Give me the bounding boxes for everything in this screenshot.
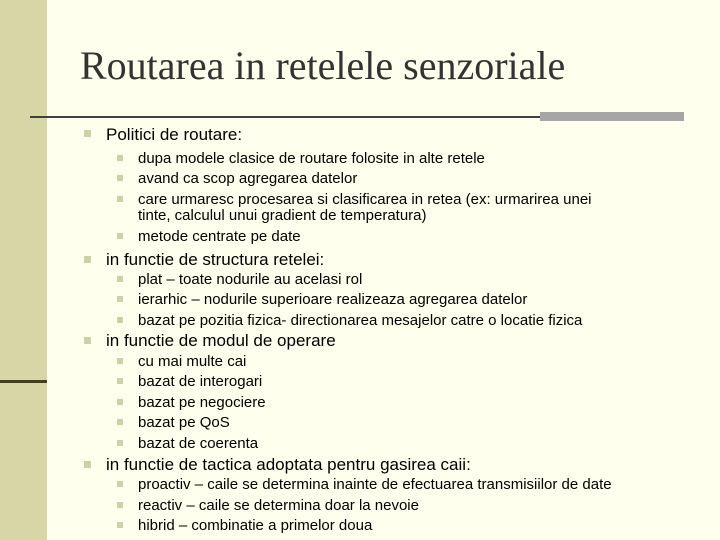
left-decorative-band bbox=[0, 0, 47, 540]
item-bullet-icon bbox=[117, 317, 123, 323]
item-bullet-icon bbox=[117, 296, 123, 302]
list-item: bazat pe QoS bbox=[138, 414, 230, 431]
item-bullet-icon bbox=[117, 155, 123, 161]
item-bullet-icon bbox=[117, 440, 123, 446]
list-item: plat – toate nodurile au acelasi rol bbox=[138, 271, 363, 288]
item-bullet-icon bbox=[117, 419, 123, 425]
list-item: bazat pe pozitia fizica- directionarea mesajelor catre o locatie fizica bbox=[138, 312, 583, 329]
section-bullet-icon bbox=[84, 130, 91, 137]
list-item: proactiv – caile se determina inainte de efectuarea transmisiilor de date bbox=[138, 476, 612, 493]
item-bullet-icon bbox=[117, 481, 123, 487]
item-bullet-icon bbox=[117, 502, 123, 508]
slide-title: Routarea in retelele senzoriale bbox=[80, 43, 566, 88]
item-bullet-icon bbox=[117, 358, 123, 364]
item-bullet-icon bbox=[117, 399, 123, 405]
item-bullet-icon bbox=[117, 522, 123, 528]
list-item: care urmaresc procesarea si clasificarea in retea (ex: urmarirea unei bbox=[138, 191, 592, 208]
item-bullet-icon bbox=[117, 276, 123, 282]
section-heading: in functie de modul de operare bbox=[106, 331, 336, 350]
list-item: hibrid – combinatie a primelor doua bbox=[138, 517, 373, 534]
list-item: dupa modele clasice de routare folosite in alte retele bbox=[138, 150, 485, 167]
list-item: bazat de interogari bbox=[138, 373, 263, 390]
list-item: reactiv – caile se determina doar la nevoie bbox=[138, 497, 419, 514]
list-item: avand ca scop agregarea datelor bbox=[138, 170, 358, 187]
item-bullet-icon bbox=[117, 175, 123, 181]
list-item: cu mai multe cai bbox=[138, 353, 247, 370]
left-accent-line bbox=[0, 380, 47, 383]
list-item: bazat de coerenta bbox=[138, 435, 259, 452]
list-item: ierarhic – nodurile superioare realizeaza agregarea datelor bbox=[138, 291, 528, 308]
section-bullet-icon bbox=[84, 256, 91, 263]
item-bullet-icon bbox=[117, 378, 123, 384]
section-bullet-icon bbox=[84, 337, 91, 344]
list-item-continuation: tinte, calculul unui gradient de temperatura) bbox=[138, 207, 427, 224]
list-item: metode centrate pe date bbox=[138, 228, 301, 245]
item-bullet-icon bbox=[117, 196, 123, 202]
title-divider-accent bbox=[540, 112, 684, 121]
section-heading: Politici de routare: bbox=[106, 125, 243, 144]
item-bullet-icon bbox=[117, 233, 123, 239]
list-item: bazat pe negociere bbox=[138, 394, 266, 411]
section-heading: in functie de structura retelei: bbox=[106, 250, 325, 269]
section-heading: in functie de tactica adoptata pentru gasirea caii: bbox=[106, 455, 471, 474]
section-bullet-icon bbox=[84, 461, 91, 468]
